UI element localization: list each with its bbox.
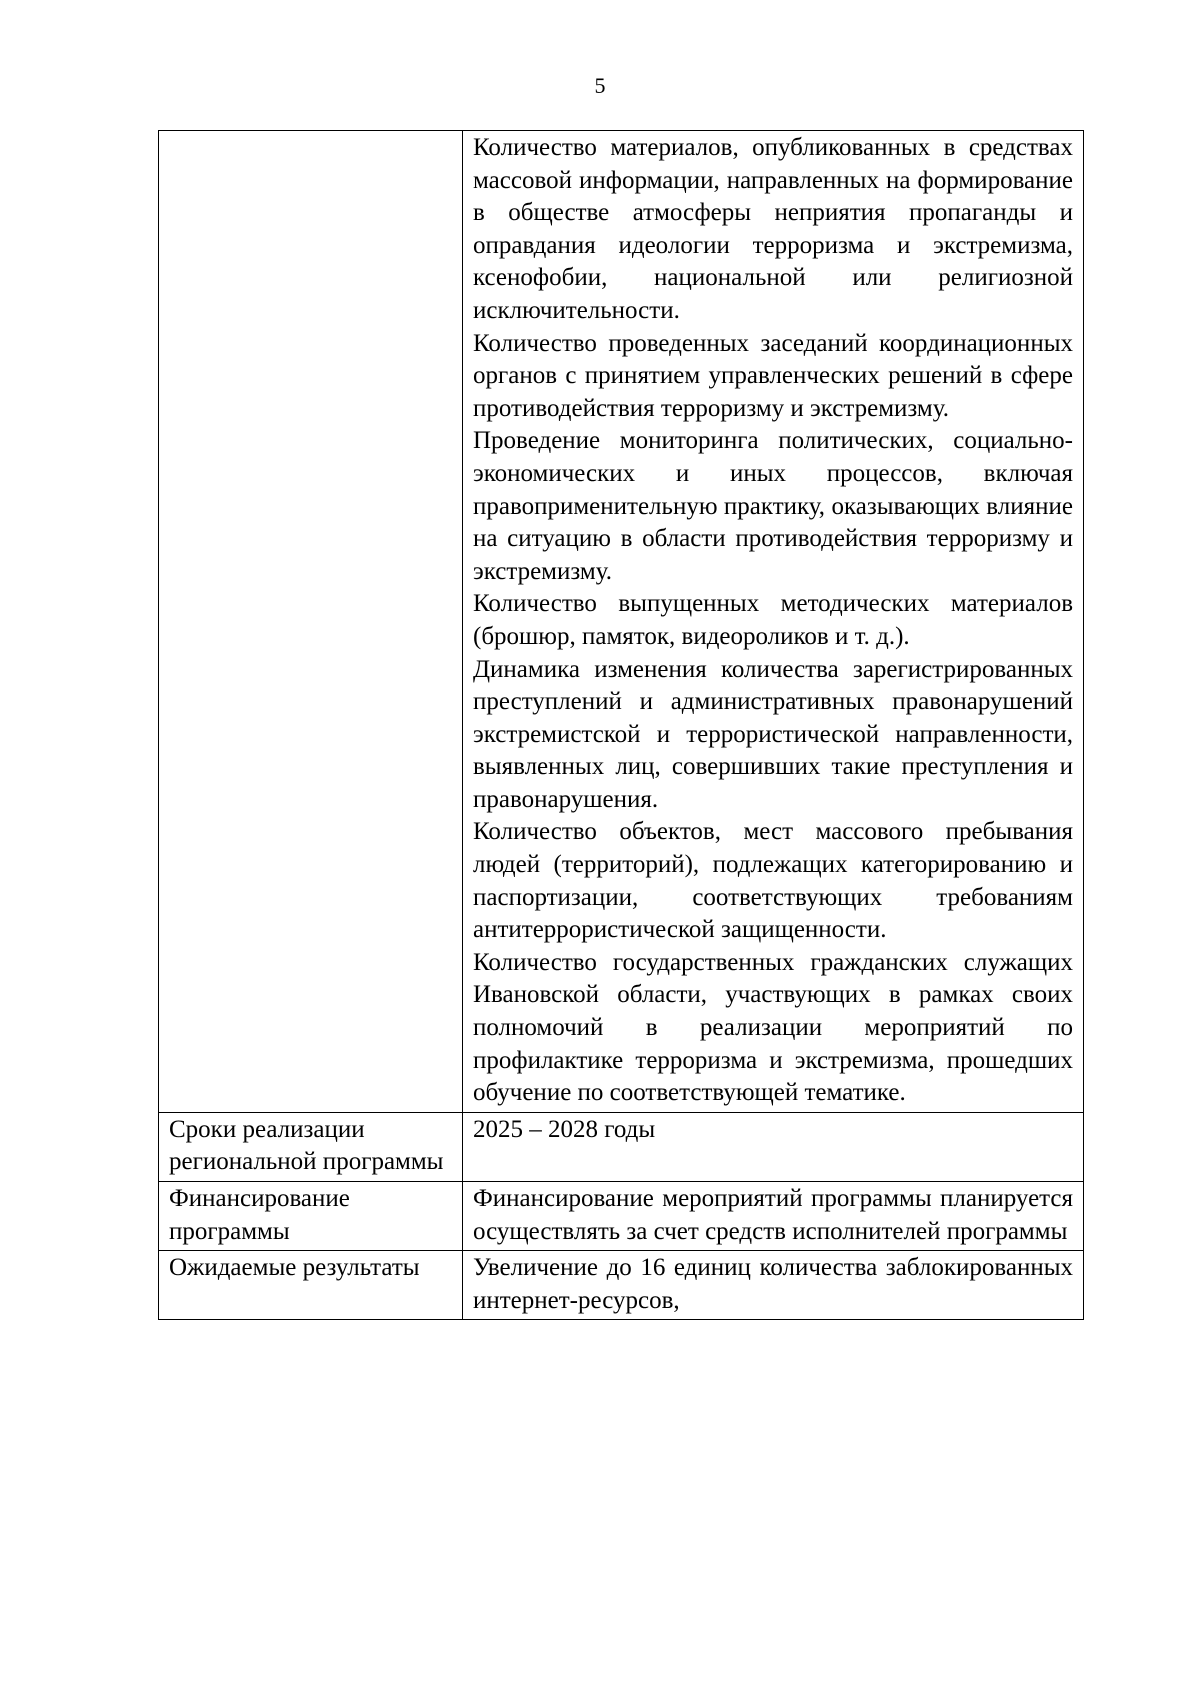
indicator-paragraph: Количество материалов, опубликованных в средствах массовой информации, направленных на формирование в обществе атмосферы неприятия пропаганды и оправдания идеологии терроризма и экстремизма, ксенофобии, национальной или религиозной исключительности. bbox=[473, 134, 1073, 324]
row-label bbox=[159, 131, 463, 1113]
indicator-paragraph: Количество проведенных заседаний координационных органов с принятием управленческих решений в сфере противодействия терроризму и экстремизму. bbox=[473, 329, 1073, 422]
table-row-expected-results bbox=[159, 1251, 1084, 1320]
financing-value: Финансирование мероприятий программы планируется осуществлять за счет средств исполнителей программы bbox=[473, 1185, 1073, 1245]
indicator-paragraph: Динамика изменения количества зарегистрированных преступлений и административных правонарушений экстремистской и террористической направленности, выявленных лиц, совершивших такие преступления и правонарушения. bbox=[473, 655, 1073, 813]
row-label: Ожидаемые результаты bbox=[159, 1251, 463, 1320]
row-label: Финансирование программы bbox=[159, 1182, 463, 1251]
indicator-paragraph: Проведение мониторинга политических, социально-экономических и иных процессов, включая правоприменительную практику, оказывающих влияние на ситуацию в области противодействия терроризму и экстремизму. bbox=[473, 427, 1073, 585]
indicator-paragraph: Количество государственных гражданских служащих Ивановской области, участвующих в рамках своих полномочий в реализации мероприятий по профилактике терроризма и экстремизма, прошедших обучение по соответствующей тематике. bbox=[473, 948, 1073, 1107]
row-value bbox=[463, 1182, 1084, 1251]
row-value bbox=[463, 1112, 1084, 1181]
expected-results-value: Увеличение до 16 единиц количества заблокированных интернет-ресурсов, bbox=[473, 1254, 1073, 1314]
program-passport-table bbox=[158, 130, 1084, 1320]
row-label: Сроки реализации региональной программы bbox=[159, 1112, 463, 1181]
table-row-financing bbox=[159, 1182, 1084, 1251]
period-value: 2025 – 2028 годы bbox=[473, 1115, 656, 1143]
row-value bbox=[463, 1251, 1084, 1320]
row-value bbox=[463, 131, 1084, 1113]
indicator-paragraph: Количество объектов, мест массового пребывания людей (территорий), подлежащих категорированию и паспортизации, соответствующих требованиям антитеррористической защищенности. bbox=[473, 818, 1073, 944]
table-row-period bbox=[159, 1112, 1084, 1181]
page-number: 5 bbox=[594, 73, 606, 98]
indicator-paragraph: Количество выпущенных методических материалов (брошюр, памяток, видеороликов и т. д.). bbox=[473, 590, 1073, 650]
table-row-indicators bbox=[159, 131, 1084, 1113]
